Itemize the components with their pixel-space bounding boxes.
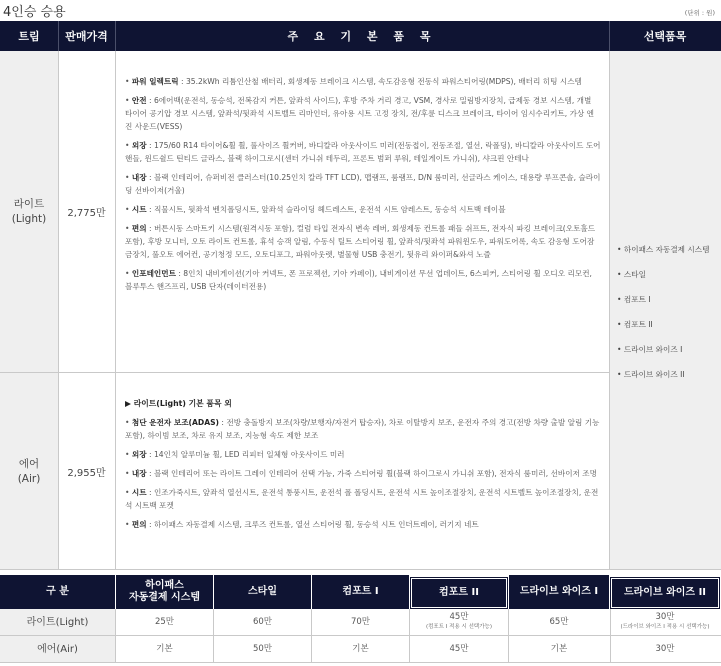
header-style: 스타일 xyxy=(214,575,311,609)
option-item: • 컴포트 I xyxy=(617,295,651,304)
item-group: • 편의 : 하이패스 자동결제 시스템, 크루즈 컨트롤, 열선 스티어링 휠, 동승석 시트 인더트레이, 러기지 네트 xyxy=(125,520,479,529)
header-drive-wise2: 드라이브 와이즈 II xyxy=(611,578,719,608)
item-group: • 파워 일렉트릭 : 35.2kWh 리튬인산철 배터리, 회생제동 브레이크 시스템, 속도감응형 전동식 파워스티어링(MDPS), 배터리 히팅 시스템 xyxy=(125,77,582,86)
trim-name-en: (Air) xyxy=(17,472,41,485)
price-hipass-air: 기본 xyxy=(156,643,173,654)
row-trim-air: 에어(Air) xyxy=(0,636,115,662)
price-comfort1-light: 70만 xyxy=(350,616,371,627)
item-group: • 인포테인먼트 : 8인치 내비게이션(기아 커넥트, 폰 프로젝션, 기아 카페이), 내비게이션 무선 업데이트, 6스피커, 스티어링 휠 오디오 리모컨, 블루투스 핸즈프리, USB 단자(데이터전용) xyxy=(125,269,592,291)
option-item: • 드라이브 와이즈 I xyxy=(617,345,683,354)
item-group: • 외장 : 14인치 알루미늄 휠, LED 리피터 일체형 아웃사이드 미러 xyxy=(125,450,345,459)
price-drive2-light: 30만 (드라이브 와이즈 I 적용 시 선택가능) xyxy=(620,611,710,630)
price-comfort2-light: 45만 (컴포트 I 적용 시 선택가능) xyxy=(425,611,493,630)
header-drive-wise1: 드라이브 와이즈 I xyxy=(509,575,609,609)
trim-name: 에어 xyxy=(18,457,40,470)
items-air xyxy=(115,397,609,537)
header-main-items: 주 요 기 본 품 목 xyxy=(115,21,609,51)
items-light xyxy=(115,75,609,299)
item-group: • 편의 : 버튼시동 스마트키 시스템(원격시동 포함), 컬럼 타입 전자식 변속 레버, 회생제동 컨트롤 패들 쉬프트, 전자식 파킹 브레이크(오토홀드 포함), 후방 모니터, 오토 라이트 컨트롤, 휴석 승객 알림, 수동식 틸트 스티어링 휠, 앞좌석/뒷좌석 파워윈도우, 파워도어록, 속도 감응형 도어잠금장치, 풀오토 에어컨, 공기청정 모드, 오토디포그, 파워아웃렛, 별물형 USB 충전기, 뒷유리 와이퍼&와셔 노즐 xyxy=(125,224,596,259)
option-item: • 하이패스 자동결제 시스템 xyxy=(617,245,710,254)
trim-spec-table xyxy=(0,21,721,570)
page-title: 4인승 승용 xyxy=(3,5,66,20)
item-group: • 시트 : 직물시트, 뒷좌석 벤치폴딩시트, 앞좌석 슬라이딩 헤드레스트, 운전석 시트 암레스트, 동승석 시트백 테이블 xyxy=(125,205,506,214)
option-item: • 드라이브 와이즈 II xyxy=(617,370,685,379)
header-hipass: 하이패스 자동결제 시스템 xyxy=(116,575,213,609)
item-group: • 안전 : 6에어백(운전석, 동승석, 전복감지 커튼, 앞좌석 사이드), 후방 주차 거리 경고, VSM, 경사로 밀림방지장치, 급제동 경보 시스템, 개별 타이어 공기압 경보 시스템, 앞좌석/뒷좌석 시트벨트 리마인더, 유아용 시트 고정 장치, 전/후륜 디스크 브레이크, 타이어 임시수리키트, 가상 엔진 사운드(VESS) xyxy=(125,96,595,131)
row-trim-light: 라이트(Light) xyxy=(0,609,115,635)
price-comfort2-air: 45만 xyxy=(449,643,469,654)
header-price: 판매가격 xyxy=(58,21,115,51)
option-item: • 스타일 xyxy=(617,270,646,279)
price-light: 2,775만 xyxy=(67,208,106,219)
price-comfort1-air: 기본 xyxy=(352,643,369,654)
option-price-table xyxy=(0,575,721,662)
price-drive1-light: 65만 xyxy=(549,616,569,627)
price-air: 2,955만 xyxy=(67,468,106,479)
option-item: • 컴포트 II xyxy=(617,320,653,329)
price-hipass-light: 25만 xyxy=(154,616,175,627)
unit-note: (단위 : 원) xyxy=(684,9,715,17)
header-trim: 트림 xyxy=(0,21,58,51)
price-drive2-air: 30만 xyxy=(655,643,675,654)
air-base-label: ▶ 라이트(Light) 기본 품목 외 xyxy=(125,399,232,408)
item-group: • 외장 : 175/60 R14 타이어&휠 휠, 풀사이즈 휠커버, 바디칼라 아웃사이드 미러(전동접이, 전동조절, 열선, 락폴딩), 바디칼라 아웃사이드 도어핸들, 윈드쉴드 틴티드 글라스, 블랙 하이그로시(센터 가니쉬 테두리, 프론트 범퍼 루워, 테일게이트 가니쉬), 샤크핀 안테나 xyxy=(125,141,601,163)
trim-name: 라이트 xyxy=(13,197,45,210)
item-group: • 내장 : 블랙 인테리어 또는 라이트 그레이 인테리어 선택 가능, 가죽 스티어링 휠(블랙 하이그로시 가니쉬 포함), 전자식 룸미러, 선바이저 조명 xyxy=(125,469,597,478)
header-comfort1: 컴포트 I xyxy=(312,575,409,609)
trim-name-en: (Light) xyxy=(11,212,47,225)
item-group: • 첨단 운전자 보조(ADAS) : 전방 충돌방지 보조(차량/보행자/자전거 탑승자), 차로 이탈방지 보조, 운전자 주의 경고(전방 차량 출발 알림 기능 포함), 하이빔 보조, 차로 유지 보조, 지능형 속도 제한 보조 xyxy=(125,418,600,440)
price-style-air: 50만 xyxy=(252,643,273,654)
options-list xyxy=(609,51,721,570)
price-drive1-air: 기본 xyxy=(550,643,568,654)
trim-light-cell xyxy=(0,51,58,372)
trim-air-cell xyxy=(0,373,58,570)
header-category: 구 분 xyxy=(0,575,115,609)
header-comfort2: 컴포트 II xyxy=(411,578,507,608)
item-group: • 내장 : 블랙 인테리어, 슈퍼비전 클러스터(10.25인치 칼라 TFT LCD), 맵램프, 룸램프, D/N 룸미러, 선글라스 케이스, 대용량 루프콘솔, 슬라이딩 선바이저(거울) xyxy=(125,173,601,195)
price-style-light: 60만 xyxy=(252,616,273,627)
item-group: • 시트 : 인조가죽시트, 앞좌석 열선시트, 운전석 통풍시트, 운전석 폴 폴딩시트, 운전석 시트 높이조절장치, 운전석 시트벨트 높이조절장치, 운전석 시트백 포켓 xyxy=(125,488,599,510)
header-options: 선택품목 xyxy=(609,21,721,51)
